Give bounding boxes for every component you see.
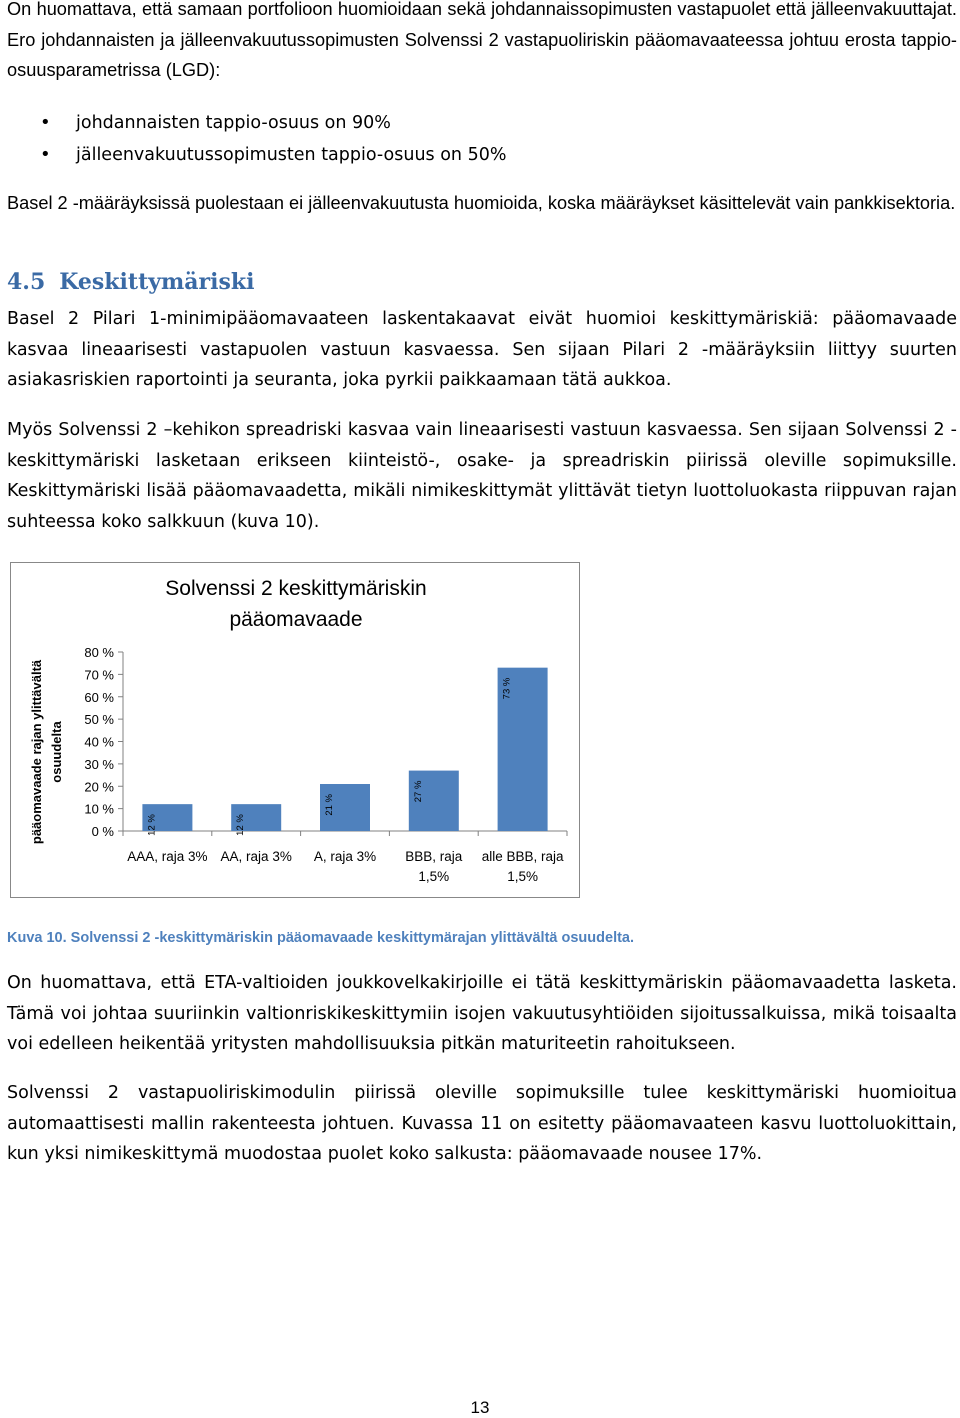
y-tick-label: 80 % xyxy=(84,645,114,660)
eta-paragraph: On huomattava, että ETA-valtioiden joukkovelkakirjoille ei tätä keskittymäriskin pääomavaadetta lasketa. Tämä voi johtaa suuriinkin valtionriskikeskittymiin isojen vakuutusyhtiöiden sijoitussalkuissa, mikä toisaalta voi edelleen heikentää yritysten mahdollisuuksia pitkän maturiteetin rahoitukseen. xyxy=(7,973,957,1054)
y-tick-label: 30 % xyxy=(84,756,114,772)
chart-title-line: pääomavaade xyxy=(229,608,363,631)
y-tick-label: 10 % xyxy=(84,801,114,817)
section-title: Keskittymäriski xyxy=(59,269,255,295)
y-tick-label: 40 % xyxy=(84,734,114,750)
chart-title-line: Solvenssi 2 keskittymäriskin xyxy=(165,577,427,600)
counterparty-paragraph: Solvenssi 2 vastapuoliriskimodulin piirissä oleville sopimuksille tulee keskittymäriski huomioitua automaattisesti mallin rakenteesta johtuen. Kuvassa 11 on esitetty pääomavaateen kasvu luottoluokittain, kun yksi nimikeskittymä muodostaa puolet koko salkusta: pääomavaade nousee 17%. xyxy=(7,1083,957,1164)
y-tick-label: 70 % xyxy=(84,667,114,683)
y-tick-label: 60 % xyxy=(84,689,114,705)
bullet-item: • jälleenvakuutussopimusten tappio-osuus on 50% xyxy=(40,139,506,171)
basel-paragraph: Basel 2 -määräyksissä puolestaan ei jälleenvakuutusta huomioida, koska määräykset käsittelevät vain pankkisektoria. xyxy=(7,193,956,213)
concentration-chart xyxy=(10,562,580,898)
bar-data-label: 21 % xyxy=(324,794,335,816)
x-category-label: 1,5% xyxy=(418,869,450,884)
section-heading xyxy=(7,269,254,295)
bar-data-label: 27 % xyxy=(412,780,424,803)
lgd-bullet-list xyxy=(40,107,506,171)
page-number: 13 xyxy=(470,1398,490,1417)
y-axis-label-line: osuudelta xyxy=(49,721,64,783)
x-category-label: AAA, raja 3% xyxy=(127,849,208,864)
y-tick-label: 20 % xyxy=(84,779,114,795)
x-category-label: A, raja 3% xyxy=(313,849,377,864)
section-number: 4.5 xyxy=(7,269,46,295)
x-category-label: alle BBB, raja xyxy=(481,849,564,864)
x-category-label: BBB, raja xyxy=(405,849,463,864)
pillar-paragraph: Basel 2 Pilari 1-minimipääomavaateen laskentakaavat eivät huomioi keskittymäriskiä: pääomavaade kasvaa lineaarisesti vastapuolen vastuun kasvaessa. Sen sijaan Pilari 2 -määräyksiin liittyy suurten asiakasriskien raportointi ja seuranta, joka pyrkii paikkaamaan tätä aukkoa. xyxy=(7,309,957,390)
bullet-item: • johdannaisten tappio-osuus on 90% xyxy=(40,107,506,139)
chart-svg xyxy=(11,563,579,897)
y-tick-label: 50 % xyxy=(84,712,114,728)
y-axis-label-line: pääomavaade rajan ylittävältä xyxy=(29,659,44,845)
figure-caption: Kuva 10. Solvenssi 2 -keskittymäriskin pääomavaade keskittymärajan ylittävältä osuudelta. xyxy=(7,930,635,946)
bar-data-label: 12 % xyxy=(235,814,247,836)
x-category-label: 1,5% xyxy=(507,869,538,884)
bar-data-label: 12 % xyxy=(146,814,158,836)
bar-data-label: 73 % xyxy=(501,677,513,700)
x-category-label: AA, raja 3% xyxy=(220,849,292,864)
y-tick-label: 0 % xyxy=(91,824,114,839)
spread-risk-paragraph: Myös Solvenssi 2 –kehikon spreadriski kasvaa vain lineaarisesti vastuun kasvaessa. Sen sijaan Solvenssi 2 -keskittymäriski lasketaan erikseen kiinteistö-, osake- ja spreadriskin piirissä oleville sopimuksille. Keskittymäriski lisää pääomavaadetta, mikäli nimikeskittymät ylittävät tietyn luottoluokasta riippuvan rajan suhteessa koko salkkuun (kuva 10). xyxy=(7,420,957,532)
intro-paragraph: On huomattava, että samaan portfolioon huomioidaan sekä johdannaissopimusten vastapuolet että jälleenvakuuttajat. Ero johdannaisten ja jälleenvakuutussopimusten Solvenssi 2 vastapuoliriskin pääomavaateessa johtuu erosta tappio-osuusparametrissa (LGD): xyxy=(7,0,957,80)
